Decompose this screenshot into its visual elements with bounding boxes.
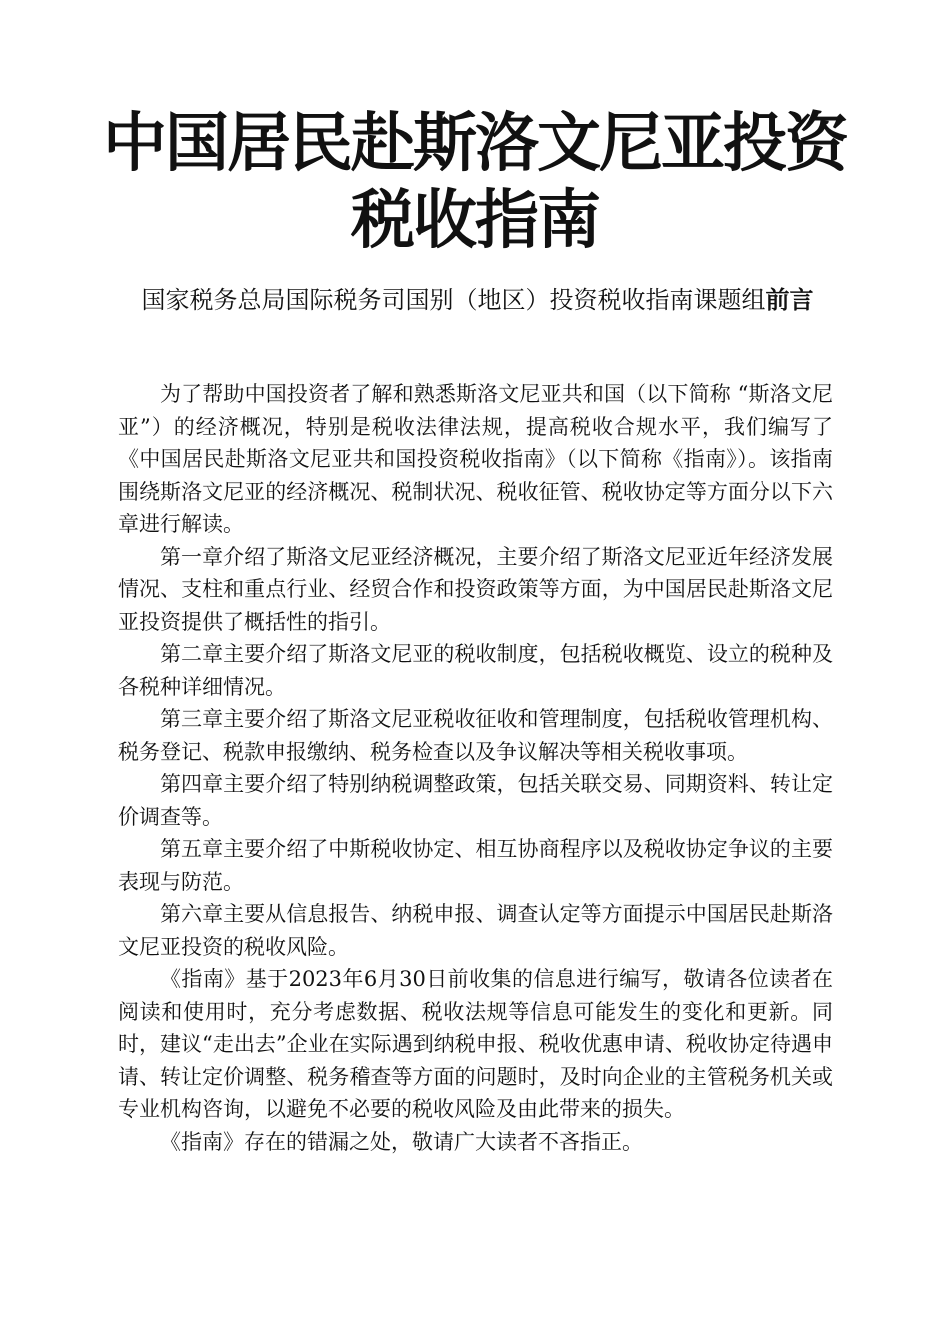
paragraph-chapter-3: 第三章主要介绍了斯洛文尼亚税收征收和管理制度，包括税收管理机构、税务登记、税款申报缴纳、税务检查以及争议解决等相关税收事项。 bbox=[118, 707, 833, 764]
author-organization: 国家税务总局国际税务司国别（地区）投资税收指南课题组 bbox=[141, 286, 766, 314]
paragraph-chapter-1: 第一章介绍了斯洛文尼亚经济概况，主要介绍了斯洛文尼亚近年经济发展情况、支柱和重点行业、经贸合作和投资政策等方面，为中国居民赴斯洛文尼亚投资提供了概括性的指引。 bbox=[118, 544, 833, 634]
document-title-line2: 税收指南 bbox=[351, 184, 599, 258]
paragraph-chapter-6: 第六章主要从信息报告、纳税申报、调查认定等方面提示中国居民赴斯洛文尼亚投资的税收风险。 bbox=[118, 902, 833, 959]
subtitle-block bbox=[120, 284, 835, 316]
paragraph-chapter-2: 第二章主要介绍了斯洛文尼亚的税收制度，包括税收概览、设立的税种及各税种详细情况。 bbox=[118, 642, 833, 699]
preface-heading: 前言 bbox=[765, 286, 814, 314]
document-title-line1: 中国居民赴斯洛文尼亚投资 bbox=[103, 107, 847, 181]
preface-body bbox=[118, 378, 833, 1158]
paragraph-chapter-4: 第四章主要介绍了特别纳税调整政策，包括关联交易、同期资料、转让定价调查等。 bbox=[118, 772, 833, 829]
paragraph-guidance: 《指南》基于2023年6月30日前收集的信息进行编写，敬请各位读者在阅读和使用时，充分考虑数据、税收法规等信息可能发生的变化和更新。同时，建议“走出去”企业在实际遇到纳税申报、税收优惠申请、税收协定待遇申请、转让定价调整、税务稽查等方面的问题时，及时向企业的主管税务机关或专业机构咨询，以避免不必要的税收风险及由此带来的损失。 bbox=[118, 967, 833, 1121]
paragraph-intro: 为了帮助中国投资者了解和熟悉斯洛文尼亚共和国（以下简称 “斯洛文尼亚”）的经济概况，特别是税收法律法规，提高税收合规水平，我们编写了《中国居民赴斯洛文尼亚共和国投资税收指南》（以下简称《指南》）。该指南围绕斯洛文尼亚的经济概况、税制状况、税收征管、税收协定等方面分以下六章进行解读。 bbox=[118, 382, 833, 536]
paragraph-closing: 《指南》存在的错漏之处，敬请广大读者不吝指正。 bbox=[160, 1129, 643, 1154]
paragraph-chapter-5: 第五章主要介绍了中斯税收协定、相互协商程序以及税收协定争议的主要表现与防范。 bbox=[118, 837, 833, 894]
